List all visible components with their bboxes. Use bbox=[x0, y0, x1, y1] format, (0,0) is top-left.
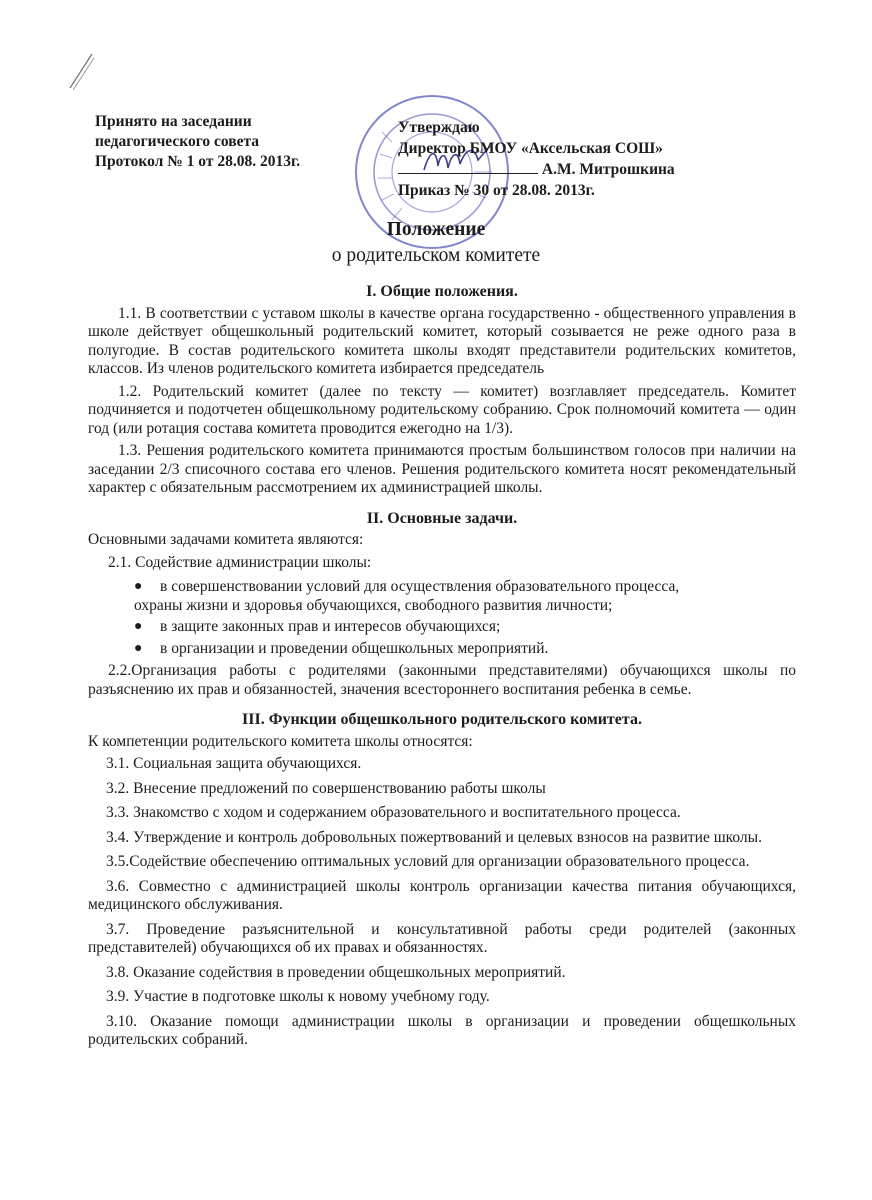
bullet-dot-icon: ● bbox=[134, 640, 143, 656]
bullet-text-3: в организации и проведении общешкольных мероприятий. bbox=[160, 639, 549, 657]
bullet-text-1: в совершенствовании условий для осуществления образовательного процесса, bbox=[160, 578, 680, 595]
director-line: Директор БМОУ «Аксельская СОШ» bbox=[398, 140, 663, 157]
item-2-2: 2.2.Организация работы с родителями (законными представителями) обучающихся школы по разъяснению их прав и обязанностей, значения всестороннего воспитания ребенка в семье. bbox=[88, 662, 796, 698]
item-3-1: 3.1. Социальная защита обучающихся. bbox=[106, 755, 362, 772]
item-3-8: 3.8. Оказание содействия в проведении общешкольных мероприятий. bbox=[106, 963, 566, 981]
section-2-intro: Основными задачами комитета являются: bbox=[88, 531, 364, 548]
item-3-9: 3.9. Участие в подготовке школы к новому учебному году. bbox=[106, 988, 490, 1005]
paragraph-1-3: 1.3. Решения родительского комитета принимаются простым большинством голосов при наличии на заседании 2/3 списочного состава его членов. Решения родительского комитета носят рекомендательный характер с обязательным рассмотрением их администрацией школы. bbox=[88, 442, 796, 496]
section-3-heading: III. Функции общешкольного родительского комитета. bbox=[242, 711, 642, 728]
bullet-text-2: в защите законных прав и интересов обучающихся; bbox=[160, 618, 501, 635]
section-2-heading: II. Основные задачи. bbox=[366, 509, 518, 527]
item-3-10: 3.10. Оказание помощи администрации школы в организации и проведении общешкольных родительских собраний. bbox=[88, 1012, 796, 1048]
item-3-6: 3.6. Совместно с администрацией школы контроль организации качества питания обучающихся, медицинского обслуживания. bbox=[88, 877, 796, 913]
approval-line-2: педагогического совета bbox=[95, 133, 260, 150]
document-title: Положение bbox=[386, 219, 486, 240]
item-3-3: 3.3. Знакомство с ходом и содержанием образовательного и воспитательного процесса. bbox=[106, 804, 681, 821]
paragraph-1-1: 1.1. В соответствии с уставом школы в качестве органа государственно - общественного управления в школе действует общешкольный родительский комитет, который созывается не реже одного раза в полугодие. В состав родительского комитета школы входят представители родительских комитетов, классов. Из членов родительского комитета избирается председатель bbox=[88, 304, 796, 377]
list-item bbox=[134, 618, 796, 637]
section-1-heading: I. Общие положения. bbox=[366, 283, 518, 300]
bullet-dot-icon: ● bbox=[134, 579, 143, 594]
tasks-list bbox=[134, 578, 796, 658]
director-name: А.М. Митрошкина bbox=[541, 161, 675, 178]
item-3-7: 3.7. Проведение разъяснительной и консультативной работы среди родителей (законных представителей) обучающихся об их правах и обязанностях. bbox=[88, 920, 796, 956]
bullet-dot-icon: ● bbox=[134, 619, 143, 634]
protocol-line: Протокол № 1 от 28.08. 2013г. bbox=[95, 153, 301, 170]
approved-label: Утверждаю bbox=[398, 119, 480, 136]
approval-block bbox=[95, 112, 365, 172]
item-3-5: 3.5.Содействие обеспечению оптимальных условий для организации образовательного процесса. bbox=[106, 853, 750, 870]
pen-mark-icon bbox=[66, 52, 96, 92]
paragraph-1-2: 1.2. Родительский комитет (далее по тексту — комитет) возглавляет председатель. Комитет подчиняется и подотчетен общешкольному родительскому собранию. Срок полномочий комитета — один год (или ротация состава комитета проводится ежегодно на 1/3). bbox=[88, 382, 796, 437]
item-3-4: 3.4. Утверждение и контроль добровольных пожертвований и целевых взносов на развитие школы. bbox=[106, 828, 762, 846]
approved-block bbox=[398, 117, 728, 201]
list-item bbox=[134, 578, 796, 615]
item-3-2: 3.2. Внесение предложений по совершенствованию работы школы bbox=[106, 779, 546, 797]
document-subtitle: о родительском комитете bbox=[331, 245, 541, 266]
item-2-1: 2.1. Содействие администрации школы: bbox=[108, 553, 372, 571]
order-line: Приказ № 30 от 28.08. 2013г. bbox=[398, 182, 595, 199]
document-body bbox=[88, 283, 796, 1056]
list-item bbox=[134, 640, 796, 659]
section-3-intro: К компетенции родительского комитета школы относятся: bbox=[88, 732, 473, 750]
signature-underline bbox=[398, 161, 538, 174]
bullet-text-1-cont: охраны жизни и здоровья обучающихся, свободного развития личности; bbox=[134, 596, 613, 614]
signature-line bbox=[398, 159, 728, 180]
approval-line-1: Принято на заседании bbox=[95, 113, 252, 130]
